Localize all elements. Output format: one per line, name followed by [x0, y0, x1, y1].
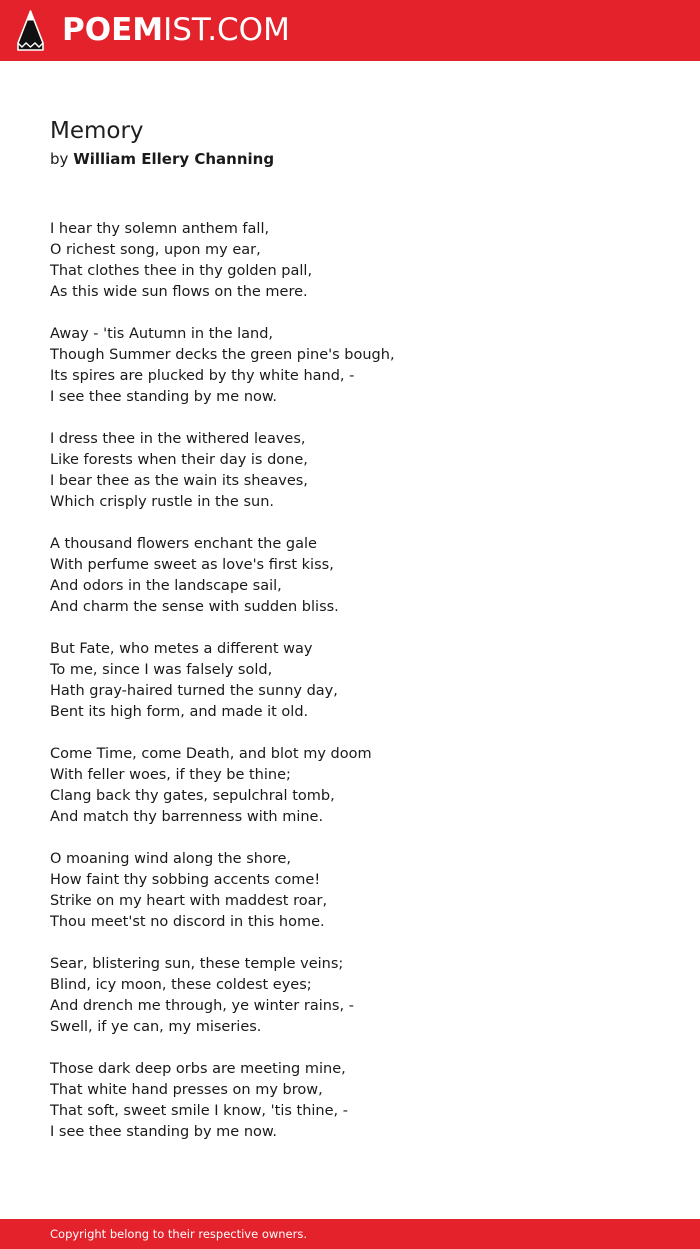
poem-line: Thou meet'st no discord in this home.: [50, 914, 325, 930]
poem-line: O moaning wind along the shore,: [50, 851, 291, 867]
copyright-text: Copyright belong to their respective owners.: [50, 1227, 308, 1241]
poem-line: And odors in the landscape sail,: [50, 578, 282, 594]
poem-line: Clang back thy gates, sepulchral tomb,: [50, 788, 335, 804]
site-logo-link[interactable]: [62, 11, 290, 49]
poem-stanza: [50, 1059, 650, 1143]
poem-line: Sear, blistering sun, these temple veins;: [50, 956, 344, 972]
poem-line: Away - 'tis Autumn in the land,: [50, 326, 274, 342]
poem-line: Strike on my heart with maddest roar,: [50, 893, 328, 909]
poem-line: As this wide sun flows on the mere.: [50, 284, 308, 300]
poem-line: Blind, icy moon, these coldest eyes;: [50, 977, 312, 993]
poem-line: I hear thy solemn anthem fall,: [50, 221, 270, 237]
poem-line: Bent its high form, and made it old.: [50, 704, 309, 720]
site-header: [0, 0, 700, 61]
poem-line: Those dark deep orbs are meeting mine,: [50, 1061, 346, 1077]
pencil-tip-icon: [17, 9, 44, 51]
poem-line: Which crisply rustle in the sun.: [50, 494, 274, 510]
poem-byline: [50, 148, 274, 170]
poem-stanza: [50, 534, 650, 618]
poem-stanza: [50, 954, 650, 1038]
poem-author: William Ellery Channing: [73, 150, 275, 168]
poem-body: [50, 219, 650, 1164]
logo-light-text: IST.COM: [163, 12, 290, 48]
poem-line: How faint thy sobbing accents come!: [50, 872, 321, 888]
poem-line: With perfume sweet as love's first kiss,: [50, 557, 334, 573]
poem-line: Like forests when their day is done,: [50, 452, 308, 468]
poem-line: And match thy barrenness with mine.: [50, 809, 324, 825]
poem-stanza: [50, 849, 650, 933]
poem-stanza: [50, 429, 650, 513]
poem-stanza: [50, 639, 650, 723]
poem-line: With feller woes, if they be thine;: [50, 767, 291, 783]
poem-line: And drench me through, ye winter rains, -: [50, 998, 354, 1014]
poem-line: A thousand flowers enchant the gale: [50, 536, 317, 552]
poem-line: Its spires are plucked by thy white hand, -: [50, 368, 355, 384]
poem-line: That soft, sweet smile I know, 'tis thine, -: [50, 1103, 348, 1119]
poem-line: And charm the sense with sudden bliss.: [50, 599, 339, 615]
site-footer: [0, 1219, 700, 1249]
poem-line: I see thee standing by me now.: [50, 389, 278, 405]
poem-title: Memory: [50, 118, 144, 144]
poem-stanza: [50, 219, 650, 303]
poem-line: I dress thee in the withered leaves,: [50, 431, 306, 447]
poem-stanza: [50, 744, 650, 828]
poem-line: To me, since I was falsely sold,: [50, 662, 273, 678]
logo-bold-text: POEM: [62, 12, 164, 48]
poem-line: That white hand presses on my brow,: [50, 1082, 323, 1098]
poem-line: Swell, if ye can, my miseries.: [50, 1019, 262, 1035]
poem-stanza: [50, 324, 650, 408]
poem-line: Though Summer decks the green pine's bough,: [50, 347, 395, 363]
poem-line: Come Time, come Death, and blot my doom: [50, 746, 372, 762]
by-label: by: [50, 150, 69, 168]
poem-line: O richest song, upon my ear,: [50, 242, 261, 258]
poem-line: I bear thee as the wain its sheaves,: [50, 473, 308, 489]
poem-line: I see thee standing by me now.: [50, 1124, 278, 1140]
poem-line: But Fate, who metes a different way: [50, 641, 313, 657]
poem-line: Hath gray-haired turned the sunny day,: [50, 683, 338, 699]
poem-line: That clothes thee in thy golden pall,: [50, 263, 313, 279]
